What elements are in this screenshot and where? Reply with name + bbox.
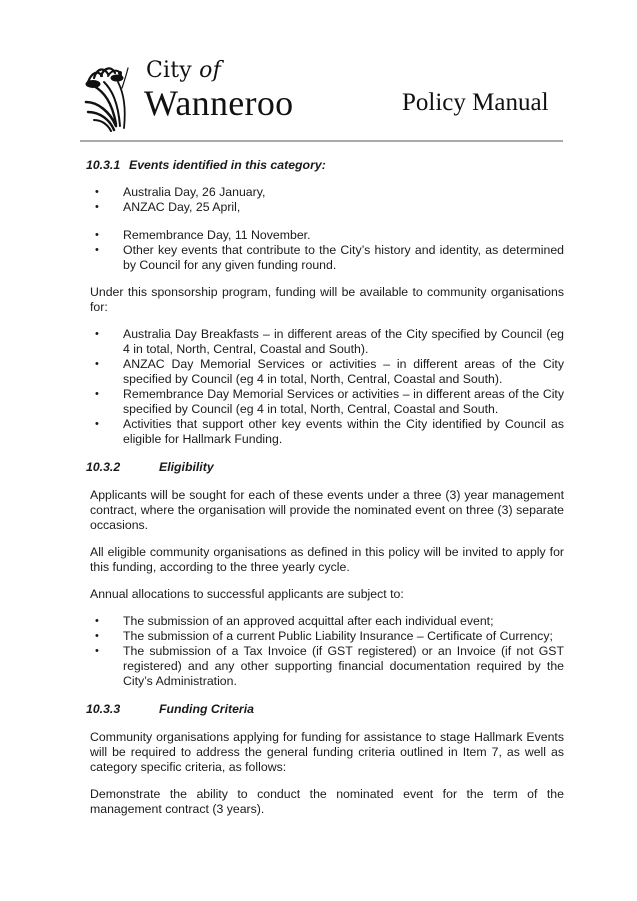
section-heading-10-3-2 [86, 460, 564, 476]
section-title: Eligibility [159, 460, 214, 474]
section-number: 10.3.3 [86, 702, 121, 716]
brand-city-text: City [146, 58, 200, 83]
paragraph: Annual allocations to successful applicants are subject to: [90, 587, 404, 601]
list-item: • Remembrance Day, 11 November. [90, 228, 564, 243]
paragraph: Under this sponsorship program, funding will be available to community organisations for: [90, 285, 564, 314]
paragraph: Applicants will be sought for each of these events under a three (3) year management contract, where the organisation will provide the nominated event on three (3) separate occasions. [90, 488, 564, 532]
list-item: • ANZAC Day, 25 April, [90, 200, 564, 215]
list-item: • The submission of an approved acquittal after each individual event; [90, 614, 564, 629]
funding-items-list [90, 327, 564, 447]
section-heading-10-3-1 [86, 158, 564, 174]
kangaroo-paw-logo-icon [84, 62, 144, 132]
events-list-group-1 [90, 185, 564, 215]
section-title: Events identified in this category: [129, 158, 326, 172]
section-number: 10.3.2 [86, 460, 121, 474]
list-item: • ANZAC Day Memorial Services or activities – in different areas of the City specified by Council (eg 4 in total, North, Central, Coastal and South). [90, 357, 564, 387]
header-divider [80, 140, 563, 142]
document-title: Policy Manual [402, 89, 549, 116]
brand-city-of [146, 58, 221, 83]
brand-wanneroo: Wanneroo [144, 83, 294, 123]
list-item: • Australia Day Breakfasts – in different areas of the City specified by Council (eg 4 in total, North, Central, Coastal and South). [90, 327, 564, 357]
section-title: Funding Criteria [159, 702, 254, 716]
section-number: 10.3.1 [86, 158, 121, 172]
list-item: • The submission of a Tax Invoice (if GST registered) or an Invoice (if not GST registered) and any other supporting financial documentation required by the City’s Administration. [90, 644, 564, 689]
conditions-list [90, 614, 564, 689]
list-item: • Activities that support other key events within the City identified by Council as eligible for Hallmark Funding. [90, 417, 564, 447]
brand-of-text: of [199, 58, 221, 83]
list-item: • The submission of a current Public Liability Insurance – Certificate of Currency; [90, 629, 564, 644]
paragraph: All eligible community organisations as defined in this policy will be invited to apply for this funding, according to the three yearly cycle. [90, 545, 564, 574]
list-item: • Australia Day, 26 January, [90, 185, 564, 200]
list-item: • Remembrance Day Memorial Services or activities – in different areas of the City specified by Council (eg 4 in total, North, Central, Coastal and South. [90, 387, 564, 417]
document-body [86, 158, 564, 817]
list-item: • Other key events that contribute to the City’s history and identity, as determined by Council for any given funding round. [90, 243, 564, 273]
section-heading-10-3-3 [86, 702, 564, 718]
events-list-group-2 [90, 228, 564, 273]
paragraph: Community organisations applying for funding for assistance to stage Hallmark Events will be required to address the general funding criteria outlined in Item 7, as well as category specific criteria, as follows: [90, 730, 564, 774]
paragraph: Demonstrate the ability to conduct the nominated event for the term of the management contract (3 years). [90, 787, 564, 816]
